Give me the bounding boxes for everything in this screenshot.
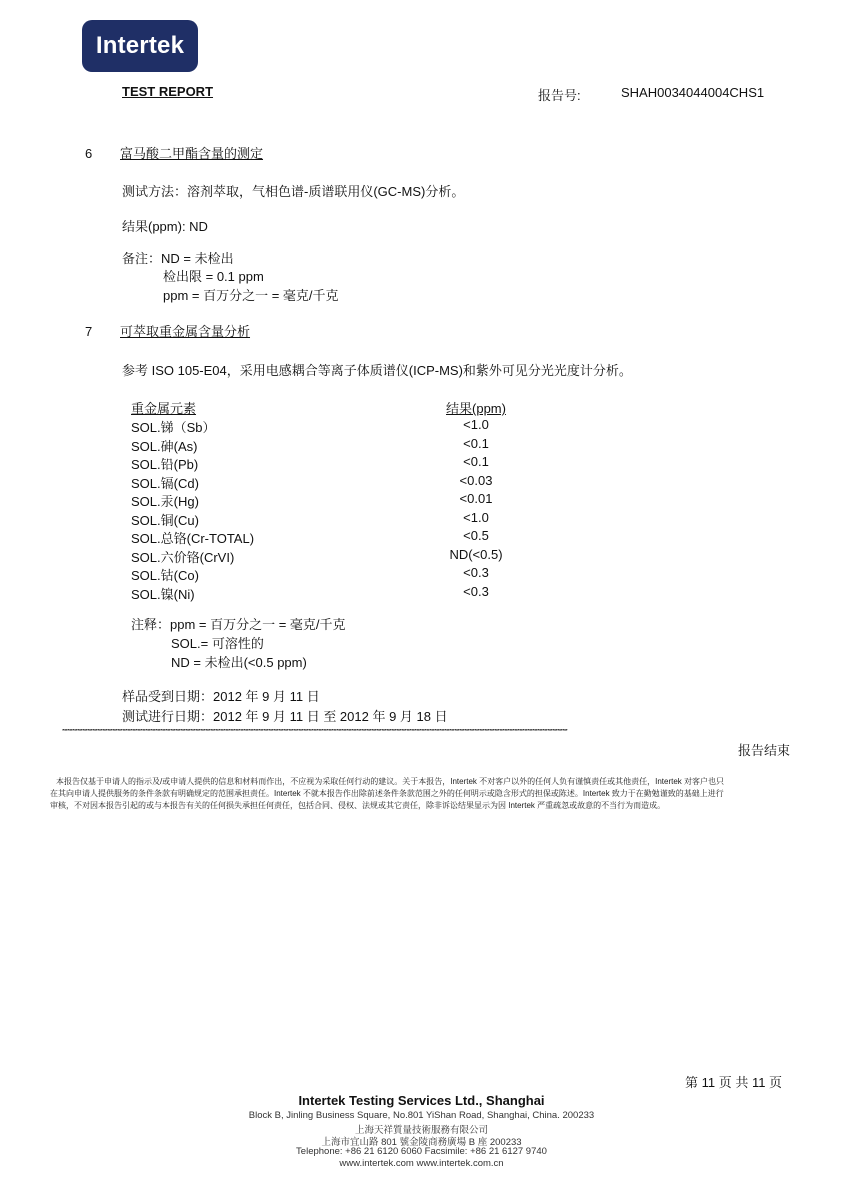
sample-received-date: 样品受到日期：2012 年 9 月 11 日 bbox=[122, 689, 320, 704]
footer-address-en: Block B, Jinling Business Square, No.801 YiShan Road, Shanghai, China. 200233 bbox=[248, 1110, 595, 1121]
element-name: SOL.铅(Pb) bbox=[131, 457, 199, 472]
separator-line: ********************************************************************************************************************************************************************************************************* bbox=[62, 729, 568, 735]
section7-note-nd: ND = 未检出(<0.5 ppm) bbox=[171, 655, 307, 670]
element-name: SOL.铜(Cu) bbox=[131, 512, 199, 528]
element-result: ND(<0.5) bbox=[449, 546, 503, 562]
section6-title: 富马酸二甲酯含量的测定 bbox=[120, 146, 264, 161]
footer-company-cn: 上海天祥質量技術服務有限公司 bbox=[354, 1125, 488, 1136]
element-name: SOL.砷(As) bbox=[131, 438, 198, 454]
section7-note-sol: SOL.= 可溶性的 bbox=[171, 636, 264, 651]
table-row bbox=[131, 510, 551, 528]
table-row bbox=[131, 547, 551, 565]
disclaimer-line: 本报告仅基于申请人的指示及/或申请人提供的信息和材料而作出，不应视为采取任何行动的建议。关于本报告，Intertek 不对客户以外的任何人负有谨慎责任或其他责任，Intertek 对客户也只 bbox=[56, 777, 725, 786]
element-result: <1.0 bbox=[463, 417, 489, 432]
section7-note: 注释：ppm = 百万分之一 = 毫克/千克 bbox=[131, 617, 346, 632]
disclaimer-line: 在其向申请人提供服务的条件条款有明确规定的范围承担责任。Intertek 不就本报告作出除前述条件条款范围之外的任何明示或隐含形式的担保或陈述。Intertek 致力于在勤勉谨致的基础上进行 bbox=[50, 789, 724, 798]
table-header bbox=[131, 398, 551, 416]
section7-reference: 参考 ISO 105-E04，采用电感耦合等离子体质谱仪(ICP-MS)和紫外可见分光光度计分析。 bbox=[122, 363, 632, 378]
report-number-label: 报告号: bbox=[538, 88, 581, 103]
intertek-logo: Intertek bbox=[82, 20, 198, 72]
table-row bbox=[131, 417, 551, 435]
disclaimer-line: 审核，不对因本报告引起的或与本报告有关的任何损失承担任何责任，包括合同、侵权、法规或其它责任，除非诉讼结果显示为因 Intertek 严重疏忽或故意的不当行为而造成。 bbox=[50, 801, 666, 810]
element-name: SOL.镉(Cd) bbox=[131, 475, 199, 491]
col-result-header: 结果(ppm) bbox=[446, 401, 506, 416]
table-row bbox=[131, 528, 551, 546]
element-name: SOL.钴(Co) bbox=[131, 568, 199, 583]
table-row bbox=[131, 565, 551, 583]
table-row bbox=[131, 491, 551, 509]
section6-note-detection-limit: 检出限 = 0.1 ppm bbox=[163, 269, 264, 284]
element-result: <1.0 bbox=[463, 509, 489, 525]
section6-note-ppm: ppm = 百万分之一 = 毫克/千克 bbox=[163, 288, 339, 303]
table-row bbox=[131, 584, 551, 602]
element-name: SOL.镍(Ni) bbox=[131, 586, 195, 602]
element-result: <0.1 bbox=[463, 435, 489, 451]
element-name: SOL.总铬(Cr-TOTAL) bbox=[131, 531, 255, 546]
section6-number: 6 bbox=[85, 146, 93, 161]
element-result: <0.01 bbox=[459, 491, 493, 506]
section7-number: 7 bbox=[85, 324, 93, 339]
table-row bbox=[131, 454, 551, 472]
section7-title: 可萃取重金属含量分析 bbox=[120, 324, 251, 339]
footer-websites: www.intertek.com www.intertek.com.cn bbox=[339, 1158, 504, 1169]
element-result: <0.3 bbox=[463, 583, 489, 599]
section6-note: 备注：ND = 未检出 bbox=[122, 251, 234, 266]
element-result: <0.5 bbox=[463, 528, 489, 543]
element-name: SOL.六价铬(CrVI) bbox=[131, 549, 235, 565]
element-name: SOL.锑（Sb） bbox=[131, 420, 216, 435]
disclaimer bbox=[50, 776, 795, 812]
table-row bbox=[131, 473, 551, 491]
page-number: 第 11 页 共 11 页 bbox=[685, 1075, 783, 1090]
end-of-report: 报告结束 bbox=[738, 743, 791, 758]
section6-method: 测试方法：溶剂萃取，气相色谱-质谱联用仪(GC-MS)分析。 bbox=[122, 184, 465, 199]
element-result: <0.03 bbox=[459, 472, 493, 488]
testing-period: 测试进行日期：2012 年 9 月 11 日 至 2012 年 9 月 18 日 bbox=[122, 709, 448, 724]
report-number: SHAH0034044004CHS1 bbox=[621, 85, 765, 100]
element-name: SOL.汞(Hg) bbox=[131, 494, 199, 509]
footer-telephone: Telephone: +86 21 6120 6060 Facsimile: +86 21 6127 9740 bbox=[296, 1146, 547, 1157]
footer-company: Intertek Testing Services Ltd., Shanghai bbox=[298, 1093, 545, 1108]
element-result: <0.3 bbox=[463, 565, 489, 580]
footer-address-cn: 上海市宜山路 801 號金陵商務廣場 B 座 200233 bbox=[321, 1137, 522, 1148]
col-element-header: 重金属元素 bbox=[131, 401, 197, 416]
table-row bbox=[131, 436, 551, 454]
report-title: TEST REPORT bbox=[122, 84, 214, 99]
element-result: <0.1 bbox=[463, 454, 489, 469]
section6-result: 结果(ppm): ND bbox=[122, 219, 208, 234]
